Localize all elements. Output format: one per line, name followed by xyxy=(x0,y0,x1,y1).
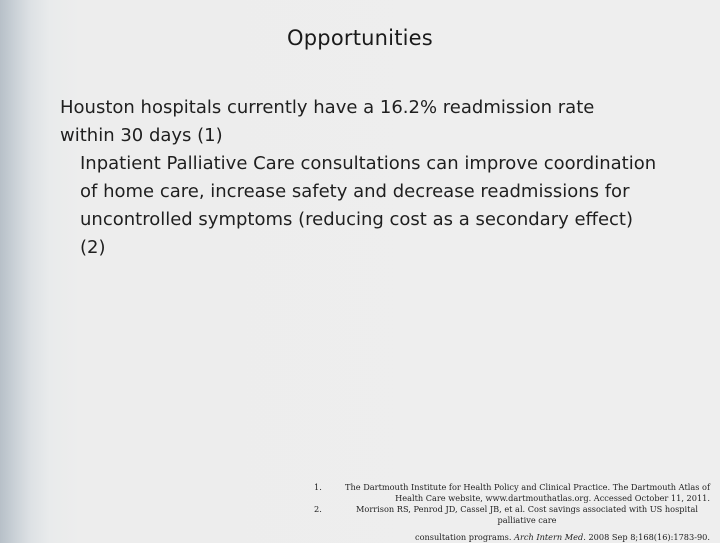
reference-text-pre: consultation programs. xyxy=(415,532,515,542)
reference-text-line-b xyxy=(344,532,710,543)
reference-number: 1. xyxy=(314,482,322,492)
reference-text-post: . 2008 Sep 8;168(16):1783-90. xyxy=(583,532,710,542)
references-list xyxy=(300,482,720,543)
slide-title: Opportunities xyxy=(287,26,433,50)
reference-text: The Dartmouth Institute for Health Policy and Clinical Practice. The Dartmouth Atlas of Health Care website, www.dartmouthatlas.org. Accessed October 11, 2011. xyxy=(345,482,710,503)
reference-journal: Arch Intern Med xyxy=(514,532,584,542)
reference-text xyxy=(344,504,720,543)
bullet-palliative-care: Inpatient Palliative Care consultations can improve coordination of home care, increase safety and decrease readmissions for uncontrolled symptoms (reducing cost as a secondary effect) (2) xyxy=(80,153,657,258)
reference-item xyxy=(300,482,720,503)
bullet-readmission-rate: Houston hospitals currently have a 16.2% readmission rate within 30 days (1) xyxy=(60,97,595,146)
slide-body xyxy=(60,94,660,262)
reference-text-line-a: Morrison RS, Penrod JD, Cassel JB, et al. Cost savings associated with US hospital palliative care xyxy=(356,504,698,525)
reference-item xyxy=(300,504,720,543)
reference-number: 2. xyxy=(314,504,322,514)
